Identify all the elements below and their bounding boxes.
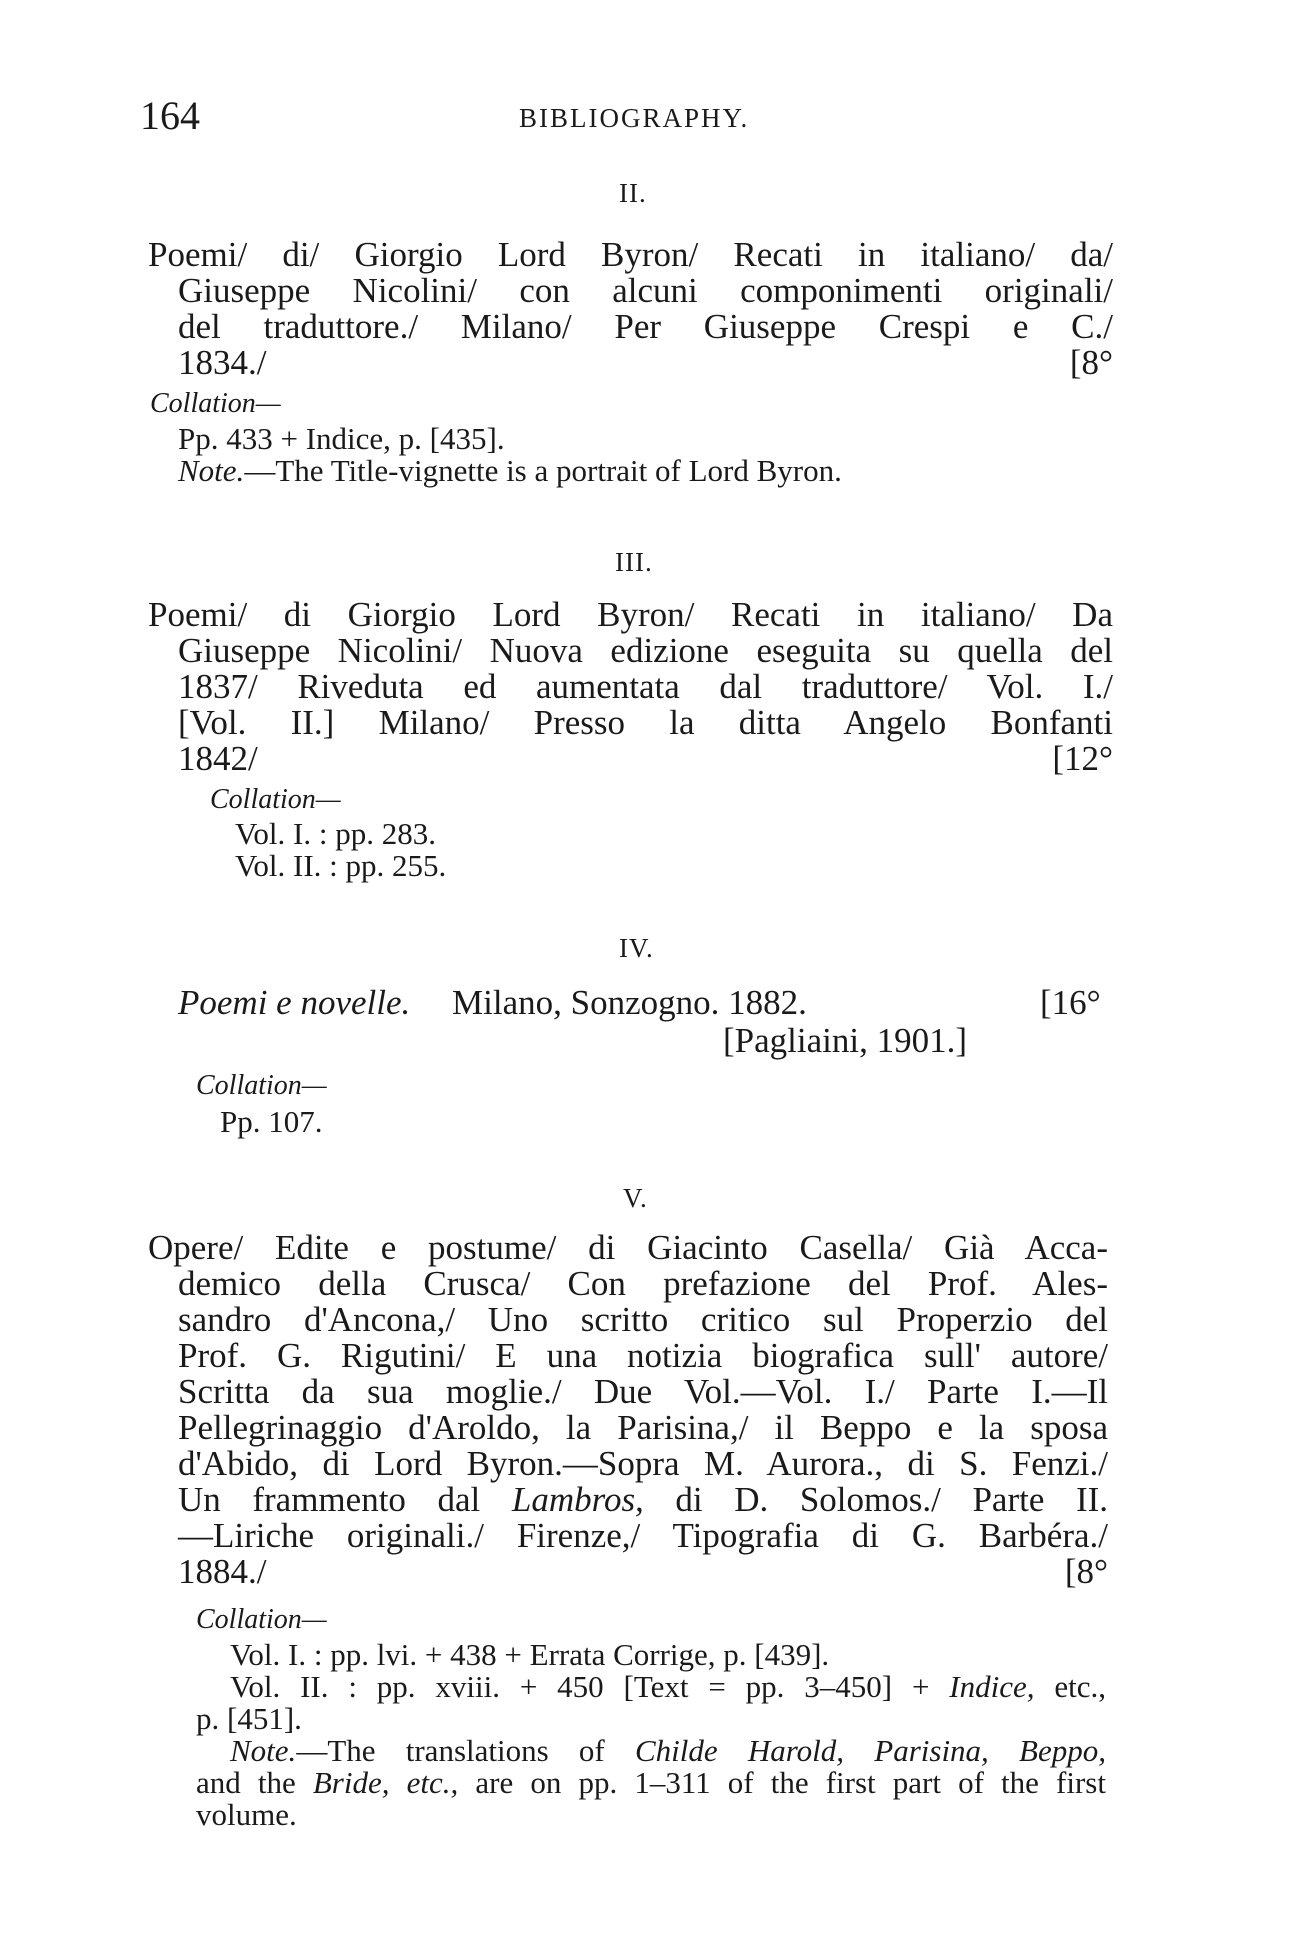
entry-line-last bbox=[178, 1554, 1108, 1590]
collation-line: Vol. II. : pp. 255. bbox=[235, 848, 447, 883]
note-label: Note. bbox=[230, 1733, 297, 1768]
entry-line: sandro d'Ancona,/ Uno scritto critico sul Properzio del bbox=[178, 1300, 1108, 1339]
running-title: BIBLIOGRAPHY. bbox=[519, 103, 750, 133]
entry-line: Giuseppe Nicolini/ Nuova edizione eseguita su quella del bbox=[178, 631, 1113, 670]
format-size: [16° bbox=[1040, 983, 1101, 1022]
line-text: di D. Solomos./ Parte II. bbox=[643, 1480, 1109, 1519]
entry-line: Pellegrinaggio d'Aroldo, la Parisina,/ il Beppo e la sposa bbox=[178, 1408, 1108, 1447]
entry-line: del traduttore./ Milano/ Per Giuseppe Crespi e C./ bbox=[178, 307, 1113, 346]
note-italic: Beppo, bbox=[1019, 1733, 1106, 1768]
entry-source: [Pagliaini, 1901.] bbox=[723, 1021, 967, 1060]
entry-v bbox=[148, 1228, 1109, 1591]
entry-line: Poemi/ di/ Giorgio Lord Byron/ Recati in italiano/ da/ bbox=[148, 235, 1113, 274]
note-label: Note. bbox=[178, 453, 245, 488]
line-italic: Lambros, bbox=[511, 1480, 644, 1519]
collation-line: Pp. 433 + Indice, p. [435]. bbox=[178, 421, 505, 456]
entry-line-last bbox=[178, 345, 1113, 381]
collation-label: Collation— bbox=[210, 784, 341, 815]
entry-numeral-iv: IV. bbox=[619, 933, 654, 963]
entry-numeral-iii: III. bbox=[615, 547, 653, 577]
note-text: and the bbox=[196, 1765, 313, 1800]
entry-line: Giuseppe Nicolini/ con alcuni componimenti originali/ bbox=[178, 271, 1113, 310]
entry-iv bbox=[178, 985, 410, 1021]
entry-numeral-v: V. bbox=[623, 1183, 648, 1213]
entry-numeral-ii: II. bbox=[619, 178, 647, 208]
entry-line: [Vol. II.] Milano/ Presso la ditta Angelo Bonfanti bbox=[178, 703, 1113, 742]
note-italic: Bride, etc., bbox=[312, 1765, 459, 1800]
collation-label: Collation— bbox=[196, 1070, 327, 1101]
note bbox=[178, 455, 842, 487]
entry-line: Opere/ Edite e postume/ di Giacinto Casella/ Già Acca- bbox=[148, 1228, 1108, 1267]
line-text: Un frammento dal bbox=[178, 1480, 512, 1519]
entry-line: 1837/ Riveduta ed aumentata dal traduttore/ Vol. I./ bbox=[178, 667, 1113, 706]
note-italic: Parisina, bbox=[874, 1733, 989, 1768]
entry-ii bbox=[148, 235, 1113, 382]
collation-line: p. [451]. bbox=[196, 1701, 302, 1736]
collation bbox=[220, 1106, 323, 1138]
note-text: are on pp. 1–311 of the first part of the first bbox=[458, 1765, 1106, 1800]
entry-iii bbox=[148, 595, 1113, 778]
entry-title: Poemi e novelle. bbox=[178, 983, 411, 1022]
entry-line: Prof. G. Rigutini/ E una notizia biografica sull' autore/ bbox=[178, 1336, 1108, 1375]
collation bbox=[196, 1639, 1106, 1831]
entry-line: d'Abido, di Lord Byron.—Sopra M. Aurora., di S. Fenzi./ bbox=[178, 1444, 1108, 1483]
collation-line: Pp. 107. bbox=[220, 1104, 323, 1139]
collation-label: Collation— bbox=[196, 1604, 327, 1635]
entry-date: 1842/ bbox=[178, 739, 258, 778]
entry-imprint: Milano, Sonzogno. 1882. bbox=[452, 983, 807, 1022]
entry-line: demico della Crusca/ Con prefazione del Prof. Ales- bbox=[178, 1264, 1108, 1303]
page-number: 164 bbox=[140, 93, 200, 138]
collation-italic: Indice, bbox=[949, 1669, 1035, 1704]
note-text: —The translations of bbox=[296, 1733, 635, 1768]
collation-label: Collation— bbox=[150, 388, 281, 419]
collation bbox=[178, 423, 842, 487]
entry-line bbox=[178, 1482, 1108, 1518]
format-size: [8° bbox=[1069, 343, 1113, 382]
note: volume. bbox=[196, 1797, 297, 1832]
entry-line: Poemi/ di Giorgio Lord Byron/ Recati in italiano/ Da bbox=[148, 595, 1113, 634]
entry-date: 1834./ bbox=[178, 343, 267, 382]
note bbox=[196, 1735, 1106, 1767]
entry-line: —Liriche originali./ Firenze,/ Tipografia di G. Barbéra./ bbox=[178, 1516, 1108, 1555]
collation-line: Vol. I. : pp. lvi. + 438 + Errata Corrige, p. [439]. bbox=[230, 1637, 830, 1672]
collation-text: etc., bbox=[1034, 1669, 1106, 1704]
entry-date: 1884./ bbox=[178, 1552, 267, 1591]
collation-line: Vol. I. : pp. 283. bbox=[235, 816, 436, 851]
format-size: [8° bbox=[1064, 1552, 1108, 1591]
note-italic: Childe Harold, bbox=[634, 1733, 845, 1768]
note-text: —The Title-vignette is a portrait of Lord Byron. bbox=[244, 453, 842, 488]
note bbox=[196, 1767, 1106, 1799]
collation-line bbox=[196, 1671, 1106, 1703]
collation-text: Vol. II. : pp. xviii. + 450 [Text = pp. 3–450] + bbox=[230, 1669, 950, 1704]
entry-line: Scritta da sua moglie./ Due Vol.—Vol. I./ Parte I.—Il bbox=[178, 1372, 1108, 1411]
format-size: [12° bbox=[1052, 739, 1113, 778]
entry-line-last bbox=[178, 741, 1113, 777]
collation bbox=[235, 818, 446, 882]
